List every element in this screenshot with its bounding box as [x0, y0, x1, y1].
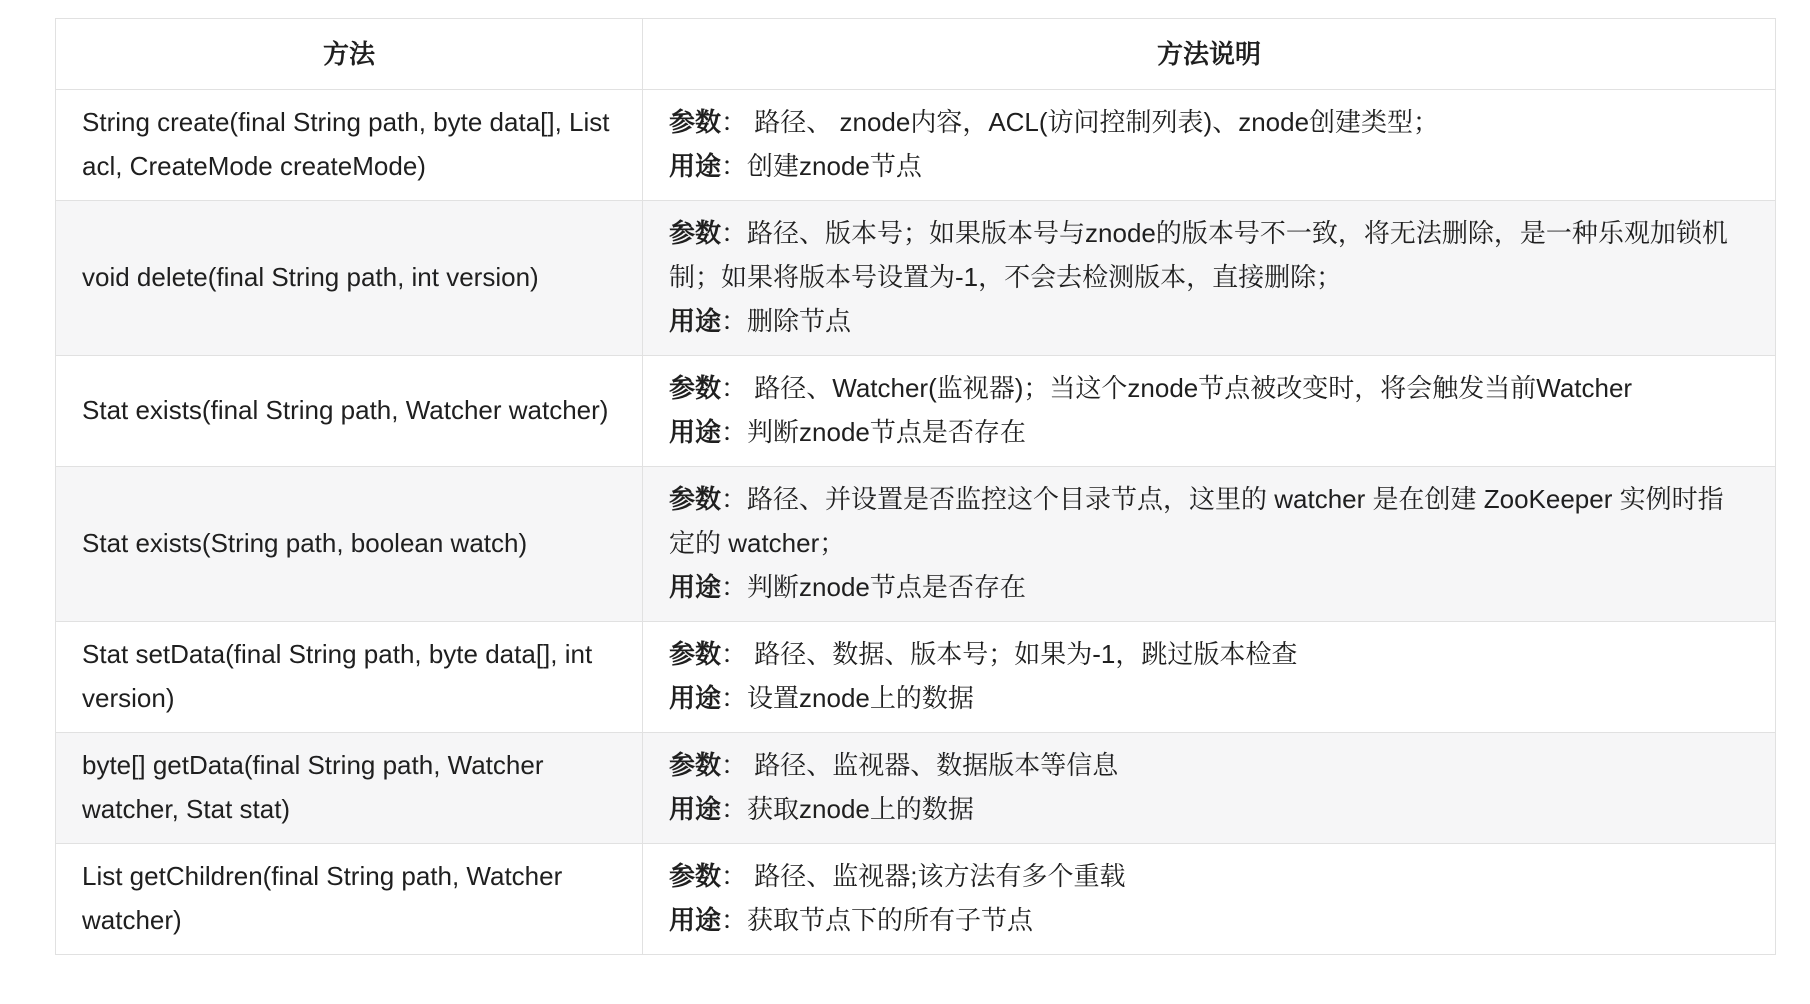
params-label: 参数: [669, 107, 722, 137]
usage-separator: ：: [721, 572, 748, 602]
usage-label: 用途: [669, 905, 722, 935]
usage-text: 判断znode节点是否存在: [747, 572, 1026, 602]
params-line: [669, 477, 1749, 565]
params-label: 参数: [669, 639, 722, 669]
params-separator: ：: [721, 373, 748, 403]
table-row: [56, 467, 1776, 622]
method-description: [643, 201, 1776, 356]
params-line: [669, 854, 1749, 898]
method-signature: byte[] getData(final String path, Watcher watcher, Stat stat): [56, 733, 643, 844]
params-text: 路径、 znode内容，ACL(访问控制列表)、znode创建类型；: [747, 107, 1440, 137]
usage-line: [669, 299, 1749, 343]
usage-separator: ：: [721, 794, 748, 824]
table-row: [56, 733, 1776, 844]
usage-label: 用途: [669, 683, 722, 713]
params-line: [669, 366, 1749, 410]
usage-separator: ：: [721, 905, 748, 935]
params-separator: ：: [721, 107, 748, 137]
usage-label: 用途: [669, 572, 722, 602]
usage-line: [669, 144, 1749, 188]
table-row: [56, 356, 1776, 467]
usage-separator: ：: [721, 683, 748, 713]
method-signature: String create(final String path, byte data[], List acl, CreateMode createMode): [56, 90, 643, 201]
params-label: 参数: [669, 484, 722, 514]
params-separator: ：: [721, 639, 748, 669]
method-signature: Stat setData(final String path, byte data[], int version): [56, 622, 643, 733]
usage-text: 设置znode上的数据: [747, 683, 974, 713]
usage-line: [669, 676, 1749, 720]
method-description: [643, 622, 1776, 733]
method-signature: void delete(final String path, int version): [56, 201, 643, 356]
usage-line: [669, 410, 1749, 454]
method-description: [643, 90, 1776, 201]
header-description: 方法说明: [643, 19, 1776, 90]
table-body: [56, 90, 1776, 955]
table-row: [56, 90, 1776, 201]
usage-separator: ：: [721, 306, 748, 336]
params-separator: ：: [721, 861, 748, 891]
params-text: 路径、并设置是否监控这个目录节点，这里的 watcher 是在创建 ZooKeeper 实例时指定的 watcher；: [669, 484, 1724, 558]
method-description: [643, 733, 1776, 844]
usage-label: 用途: [669, 306, 722, 336]
method-signature: Stat exists(String path, boolean watch): [56, 467, 643, 622]
usage-line: [669, 787, 1749, 831]
usage-line: [669, 898, 1749, 942]
usage-label: 用途: [669, 794, 722, 824]
params-text: 路径、数据、版本号；如果为-1，跳过版本检查: [747, 639, 1298, 669]
method-description: [643, 467, 1776, 622]
usage-text: 获取节点下的所有子节点: [747, 905, 1034, 935]
params-label: 参数: [669, 750, 722, 780]
params-text: 路径、监视器;该方法有多个重载: [747, 861, 1126, 891]
usage-label: 用途: [669, 417, 722, 447]
params-text: 路径、版本号；如果版本号与znode的版本号不一致，将无法删除，是一种乐观加锁机制；如果将版本号设置为-1，不会去检测版本，直接删除；: [669, 218, 1728, 292]
params-separator: ：: [721, 218, 748, 248]
params-label: 参数: [669, 218, 722, 248]
params-label: 参数: [669, 373, 722, 403]
params-line: [669, 211, 1749, 299]
params-line: [669, 632, 1749, 676]
params-line: [669, 743, 1749, 787]
usage-line: [669, 565, 1749, 609]
api-method-table: [55, 18, 1776, 955]
usage-text: 获取znode上的数据: [747, 794, 974, 824]
params-separator: ：: [721, 750, 748, 780]
method-description: [643, 356, 1776, 467]
params-label: 参数: [669, 861, 722, 891]
header-method: 方法: [56, 19, 643, 90]
usage-separator: ：: [721, 151, 748, 181]
table-header-row: [56, 19, 1776, 90]
params-text: 路径、Watcher(监视器)；当这个znode节点被改变时，将会触发当前Watcher: [747, 373, 1633, 403]
table-row: [56, 622, 1776, 733]
params-text: 路径、监视器、数据版本等信息: [747, 750, 1119, 780]
usage-label: 用途: [669, 151, 722, 181]
api-table-container: [55, 18, 1775, 955]
method-description: [643, 844, 1776, 955]
usage-text: 删除节点: [747, 306, 852, 336]
table-row: [56, 844, 1776, 955]
usage-separator: ：: [721, 417, 748, 447]
table-row: [56, 201, 1776, 356]
method-signature: List getChildren(final String path, Watcher watcher): [56, 844, 643, 955]
method-signature: Stat exists(final String path, Watcher watcher): [56, 356, 643, 467]
params-separator: ：: [721, 484, 748, 514]
usage-text: 判断znode节点是否存在: [747, 417, 1026, 447]
params-line: [669, 100, 1749, 144]
usage-text: 创建znode节点: [747, 151, 922, 181]
